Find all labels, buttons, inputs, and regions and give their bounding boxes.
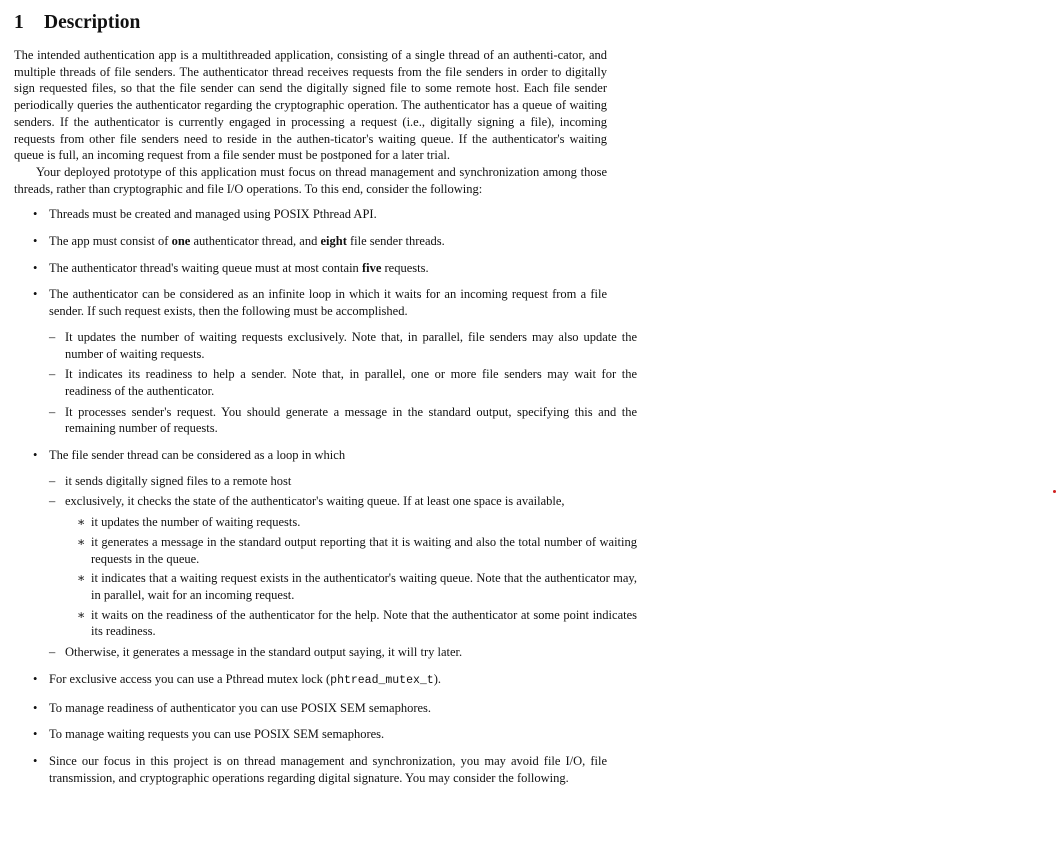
list-item: ∗ it updates the number of waiting requests. <box>77 515 301 530</box>
bullet-marker: • <box>33 727 38 742</box>
bullet-marker: • <box>33 287 38 302</box>
bullet-marker: • <box>33 671 38 686</box>
sender-steps <box>49 473 637 661</box>
list-item: – it sends digitally signed files to a remote host <box>49 473 292 488</box>
list-item: – exclusively, it checks the state of the authenticator's waiting queue. If at least one space is available, ∗ it updates the number of waiting requests. ∗ it generates a message in the standard output reporting that it is waiting and also the total number of waiting requests in the queue. ∗ it indicates that a waiting request exists in the authenticator's waiting queue. Note that the authenticator may, in parallel, wait for an incoming request. ∗ it waits on the readiness of the authenticator for the help. Note that the authenticator at some point indicates its readiness. <box>49 494 637 639</box>
list-item-mutex: • For exclusive access you can use a Pthread mutex lock (phtread_mutex_t). <box>33 671 441 687</box>
paragraph-intro: The intended authentication app is a multithreaded application, consisting of a single thread of an authenti-cator, and multiple threads of file senders. The authenticator thread receives requests from the file senders in order to digitally sign requested files, so that the file sender can send the digitally signed file to some remote host. Each file sender periodically queries the authenticator regarding the cryptographic operation. The authenticator has a queue of waiting senders. If the authenticator is currently engaged in processing a request (i.e., digitally signing a file), incoming requests from other file senders need to reside in the authen-ticator's waiting queue. If the authenticator's waiting queue is full, an incoming request from a file sender must be postponed for a later trial. <box>14 48 607 163</box>
list-item-sender-loop: • The file sender thread can be considered as a loop in which – it sends digitally signed files to a remote host – exclusively, it checks the state of the authenticator's waiting queue. If at least one space is available, ∗ it updates the number of waiting requests. ∗ it generates a message in the standard output reporting that it is waiting and also the total number of waiting requests in the queue. ∗ it indicates that a waiting request exists in the authenticator's waiting queue. Note that the authenticator may, in parallel, wait for an incoming request. ∗ it waits on the readiness of the authenticator for the help. Note that the authenticator at some point indicates its readiness. – Otherwise, it generates a message in the standard output saying, it will try later. <box>33 448 637 660</box>
code-mutex-type: phtread_mutex_t <box>330 673 434 687</box>
bullet-marker: • <box>33 448 38 463</box>
list-item: – It indicates its readiness to help a sender. Note that, in parallel, one or more file senders may wait for the readiness of the authenticator. <box>49 367 637 398</box>
list-item: – It processes sender's request. You should generate a message in the standard output, specifying this and the remaining number of requests. <box>49 404 637 436</box>
list-item-focus-note: • Since our focus in this project is on thread management and synchronization, you may avoid file I/O, file transmission, and cryptographic operations regarding digital signature. You may consider the following. <box>33 753 607 785</box>
list-item-queue-size: • The authenticator thread's waiting queue must at most contain five requests. <box>33 260 429 275</box>
document-page <box>14 10 637 796</box>
stray-dot <box>1053 490 1056 493</box>
list-item-authenticator-loop: • The authenticator can be considered as an infinite loop in which it waits for an incoming request from a file sender. If such request exists, then the following must be accomplished. – It updates the number of waiting requests exclusively. Note that, in parallel, file senders may also update the number of waiting requests. – It indicates its readiness to help a sender. Note that, in parallel, one or more file senders may wait for the readiness of the authenticator. – It processes sender's request. You should generate a message in the standard output, specifying this and the remaining number of requests. <box>33 287 637 436</box>
section-title: Description <box>44 12 141 33</box>
bullet-marker: • <box>33 207 38 222</box>
sender-substeps <box>65 514 637 640</box>
paragraph-prototype: Your deployed prototype of this application must focus on thread management and synchronization among those threads, rather than cryptographic and file I/O operations. To this end, consider the following: <box>14 164 607 196</box>
bullet-marker: • <box>33 700 38 715</box>
list-item: ∗ it generates a message in the standard output reporting that it is waiting and also the total number of waiting requests in the queue. <box>77 534 637 566</box>
bullet-marker: • <box>33 260 38 275</box>
list-item: – It updates the number of waiting requests exclusively. Note that, in parallel, file senders may also update the number of waiting requests. <box>49 329 637 361</box>
bullet-marker: • <box>33 753 38 768</box>
list-item-pthread: • Threads must be created and managed using POSIX Pthread API. <box>33 207 377 222</box>
section-number: 1 <box>14 12 24 33</box>
list-item: – Otherwise, it generates a message in the standard output saying, it will try later. <box>49 645 463 660</box>
list-item-readiness-semaphore: • To manage readiness of authenticator you can use POSIX SEM semaphores. <box>33 700 432 715</box>
section-heading <box>14 10 607 36</box>
bullet-marker: • <box>33 234 38 249</box>
requirements-list <box>14 206 637 786</box>
list-item: ∗ it indicates that a waiting request exists in the authenticator's waiting queue. Note that the authenticator may, in parallel, wait for an incoming request. <box>77 571 637 602</box>
authenticator-steps <box>49 329 637 437</box>
list-item: ∗ it waits on the readiness of the authenticator for the help. Note that the authenticator at some point indicates its readiness. <box>77 607 637 639</box>
list-item-thread-count: • The app must consist of one authenticator thread, and eight file sender threads. <box>33 234 445 249</box>
list-item-waiting-semaphore: • To manage waiting requests you can use POSIX SEM semaphores. <box>33 727 385 742</box>
